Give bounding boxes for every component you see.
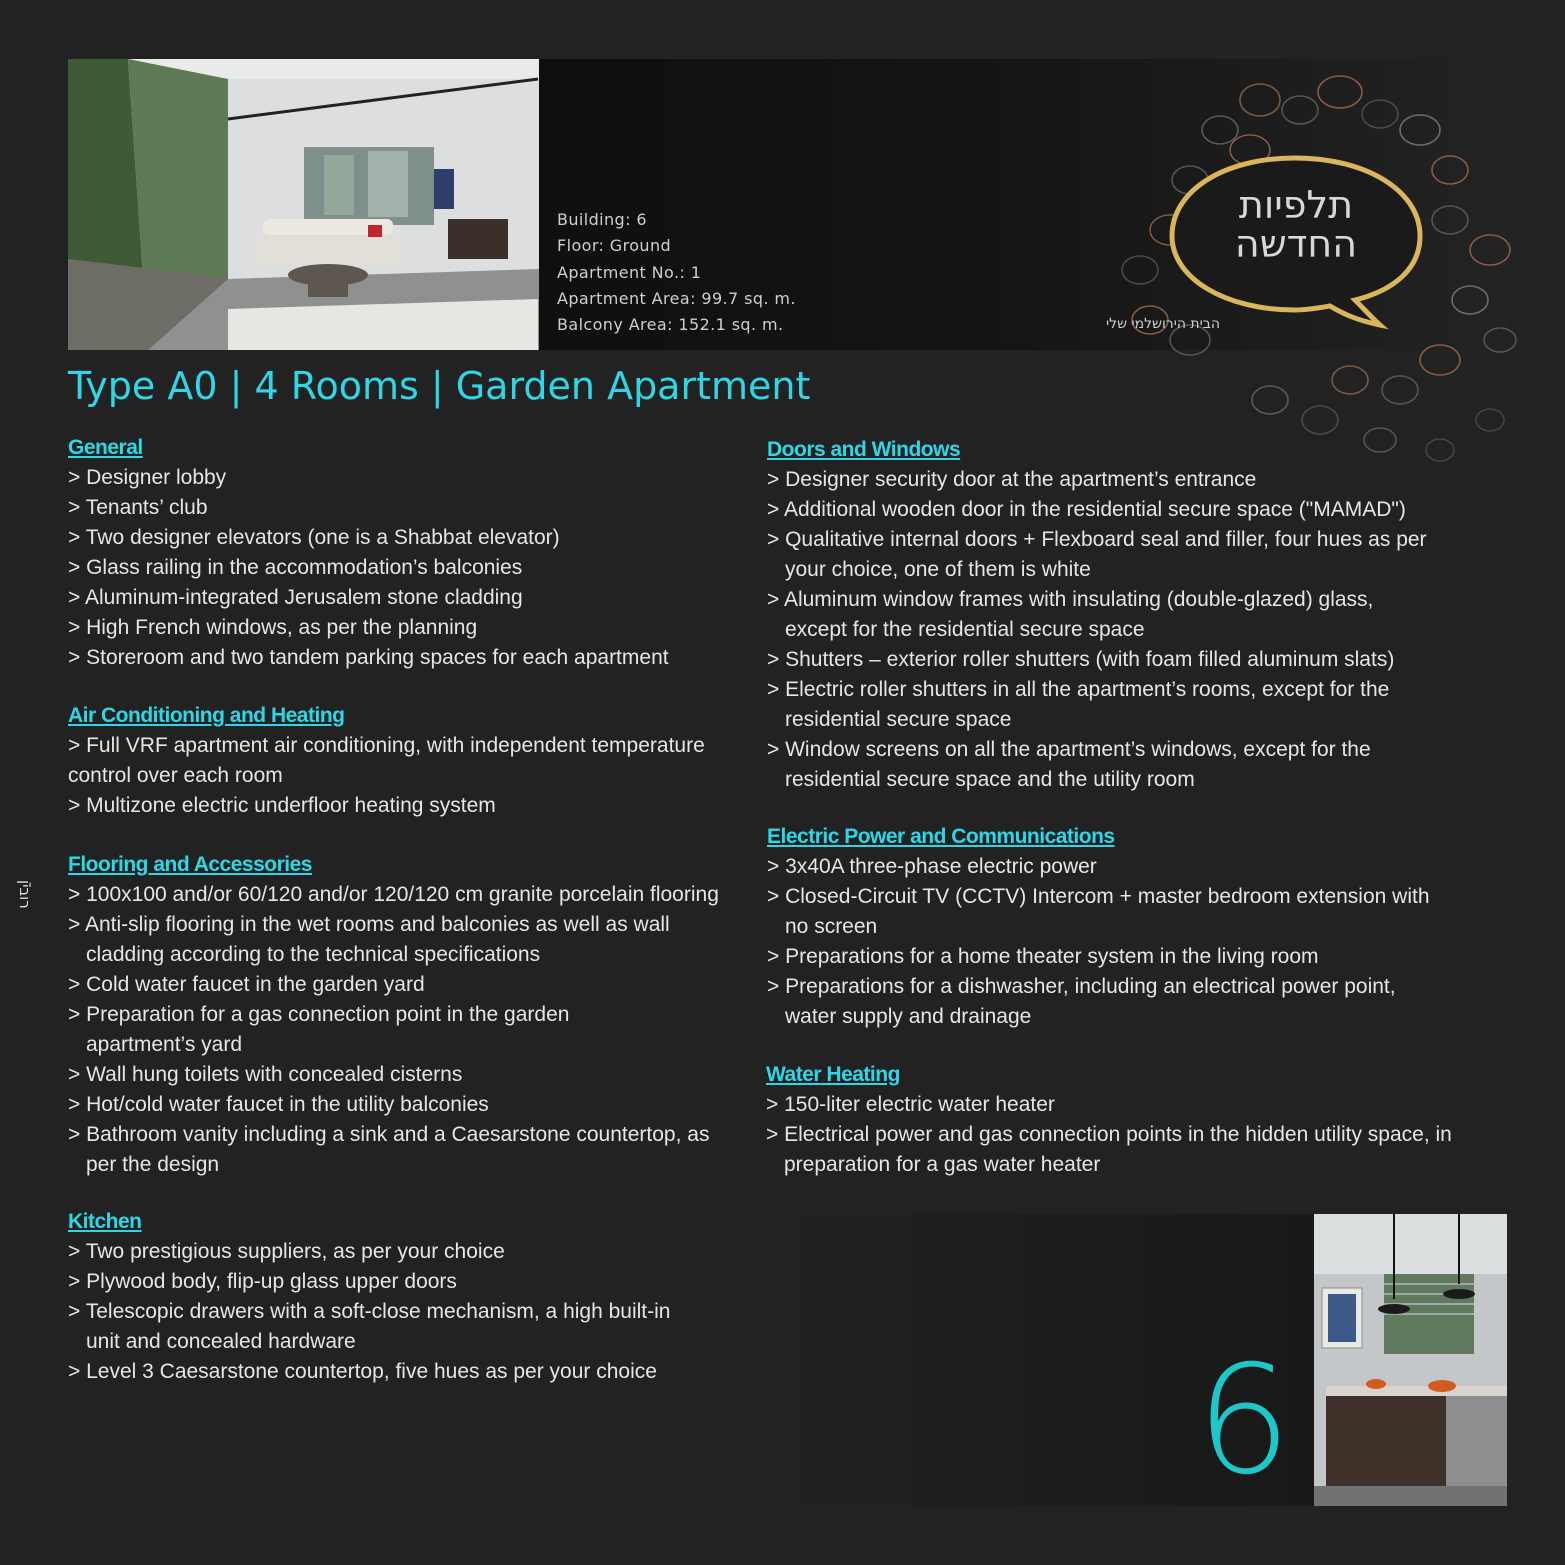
section-general bbox=[68, 433, 738, 673]
logo-text-line1: תלפיות bbox=[1238, 183, 1354, 227]
kitchen-photo bbox=[1314, 1214, 1507, 1506]
floor-info: Floor: Ground bbox=[557, 236, 672, 255]
list-item: > Level 3 Caesarstone countertop, five hues as per your choice bbox=[68, 1360, 657, 1383]
list-item: > Closed-Circuit TV (CCTV) Intercom + master bedroom extension with no screen bbox=[767, 885, 1430, 938]
list-item: > Preparation for a gas connection point in the garden apartment’s yard bbox=[68, 1003, 570, 1056]
list-item: > Glass railing in the accommodation’s balconies bbox=[68, 556, 523, 579]
section-heading: Air Conditioning and Heating bbox=[68, 704, 345, 727]
logo-tagline: הבית הירושלמי שלי bbox=[1106, 316, 1220, 332]
section-flooring bbox=[68, 850, 728, 1180]
section-heading: Flooring and Accessories bbox=[68, 853, 312, 876]
section-kitchen bbox=[68, 1207, 708, 1387]
page-number: 6 bbox=[1196, 1334, 1292, 1508]
list-item: > Electrical power and gas connection points in the hidden utility space, in preparation for a gas water heater bbox=[766, 1123, 1452, 1176]
list-item: > Aluminum-integrated Jerusalem stone cladding bbox=[68, 586, 523, 609]
list-item: > Two prestigious suppliers, as per your choice bbox=[68, 1240, 505, 1263]
list-item: > Designer lobby bbox=[68, 466, 227, 489]
apartment-number-info: Apartment No.: 1 bbox=[557, 263, 702, 282]
section-air-conditioning bbox=[68, 701, 718, 821]
living-room-photo bbox=[68, 59, 539, 350]
apartment-area-info: Apartment Area: 99.7 sq. m. bbox=[557, 289, 796, 308]
building-info: Building: 6 bbox=[557, 210, 647, 229]
list-item: > Electric roller shutters in all the apartment’s rooms, except for the residential secure space bbox=[767, 678, 1390, 731]
list-item: > Storeroom and two tandem parking spaces for each apartment bbox=[68, 646, 669, 669]
list-item: > Full VRF apartment air conditioning, with independent temperature control over each room bbox=[68, 734, 705, 787]
balcony-area-info: Balcony Area: 152.1 sq. m. bbox=[557, 315, 784, 334]
section-doors-windows bbox=[767, 435, 1447, 795]
list-item: > Plywood body, flip-up glass upper doors bbox=[68, 1270, 457, 1293]
list-item: > Qualitative internal doors + Flexboard seal and filler, four hues as per your choice, one of them is white bbox=[767, 528, 1427, 581]
list-item: > Designer security door at the apartment’s entrance bbox=[767, 468, 1257, 491]
list-item: > Preparations for a dishwasher, including an electrical power point, water supply and drainage bbox=[767, 975, 1396, 1028]
section-heading: Water Heating bbox=[766, 1063, 900, 1086]
brand-side-label: רוביןֿ bbox=[16, 880, 34, 909]
section-electric bbox=[767, 822, 1447, 1032]
section-heading: Doors and Windows bbox=[767, 438, 961, 461]
list-item: > Bathroom vanity including a sink and a Caesarstone countertop, as per the design bbox=[68, 1123, 710, 1176]
list-item: > Two designer elevators (one is a Shabbat elevator) bbox=[68, 526, 560, 549]
list-item: > 100x100 and/or 60/120 and/or 120/120 cm granite porcelain flooring bbox=[68, 883, 719, 906]
page-title: Type A0 | 4 Rooms | Garden Apartment bbox=[68, 364, 811, 408]
list-item: > High French windows, as per the planning bbox=[68, 616, 478, 639]
list-item: > Aluminum window frames with insulating (double-glazed) glass, except for the residential secure space bbox=[767, 588, 1374, 641]
section-heading: General bbox=[68, 436, 143, 459]
list-item: > Window screens on all the apartment’s windows, except for the residential secure space and the utility room bbox=[767, 738, 1371, 791]
list-item: > Wall hung toilets with concealed cisterns bbox=[68, 1063, 463, 1086]
list-item: > Preparations for a home theater system in the living room bbox=[767, 945, 1319, 968]
list-item: > Additional wooden door in the residential secure space ("MAMAD") bbox=[767, 498, 1406, 521]
list-item: > Shutters – exterior roller shutters (with foam filled aluminum slats) bbox=[767, 648, 1395, 671]
list-item: > Anti-slip flooring in the wet rooms and balconies as well as wall cladding according to the technical specifications bbox=[68, 913, 670, 966]
section-heading: Electric Power and Communications bbox=[767, 825, 1115, 848]
list-item: > 3x40A three-phase electric power bbox=[767, 855, 1097, 878]
list-item: > 150-liter electric water heater bbox=[766, 1093, 1055, 1116]
list-item: > Hot/cold water faucet in the utility balconies bbox=[68, 1093, 489, 1116]
section-water-heating bbox=[766, 1060, 1456, 1180]
section-heading: Kitchen bbox=[68, 1210, 142, 1233]
list-item: > Cold water faucet in the garden yard bbox=[68, 973, 425, 996]
list-item: > Multizone electric underfloor heating system bbox=[68, 794, 496, 817]
list-item: > Telescopic drawers with a soft-close mechanism, a high built-in unit and concealed hardware bbox=[68, 1300, 671, 1353]
logo-text-line2: החדשה bbox=[1234, 222, 1358, 266]
list-item: > Tenants’ club bbox=[68, 496, 208, 519]
